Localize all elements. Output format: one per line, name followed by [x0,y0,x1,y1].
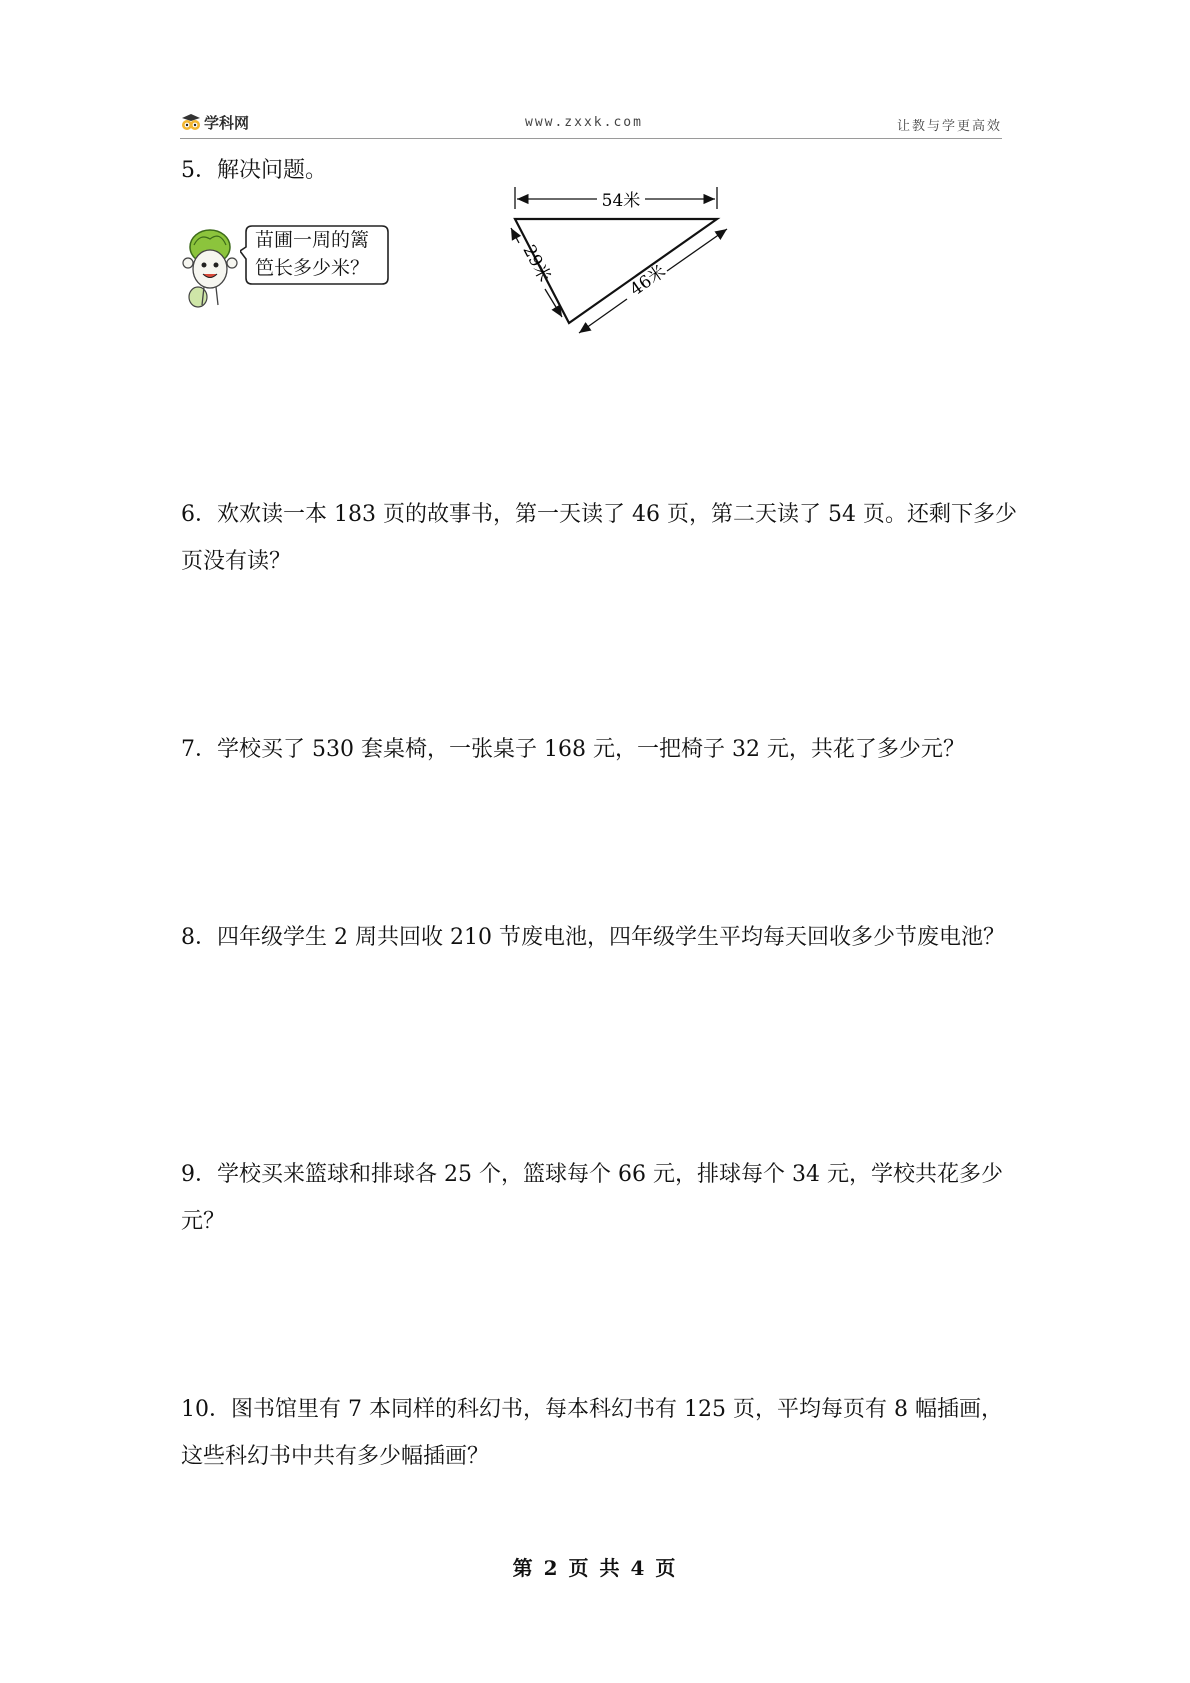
question-5-figure [180,185,780,355]
bubble-line-1: 苗圃一周的篱 [255,229,370,251]
cabbage-mascot-icon [180,225,240,310]
question-number: 9． [181,1162,217,1187]
question-number: 5． [181,158,217,183]
question-text: 解决问题。 [217,158,328,183]
logo-text: 学科网 [204,114,250,132]
question-number: 6． [181,502,217,527]
question-7 [181,726,1021,773]
question-8 [181,914,1021,961]
question-text: 欢欢读一本 183 页的故事书，第一天读了 46 页，第二天读了 54 页。还剩下多少页没有读？ [181,502,1017,574]
speech-bubble [255,226,369,282]
question-text: 四年级学生 2 周共回收 210 节废电池，四年级学生平均每天回收多少节废电池？ [217,925,1005,950]
bubble-line-2: 笆长多少米？ [255,257,370,279]
question-text: 图书馆里有 7 本同样的科幻书，每本科幻书有 125 页，平均每页有 8 幅插画，这些科幻书中共有多少幅插画？ [181,1397,1003,1469]
question-6 [181,491,1021,585]
question-9 [181,1151,1021,1245]
top-side-label: 54米 [601,191,641,211]
owl-logo-icon [180,113,202,133]
site-url: www.zxxk.com [525,115,643,130]
question-number: 10． [181,1397,231,1422]
question-text: 学校买来篮球和排球各 25 个，篮球每个 66 元，排球每个 34 元，学校共花多少元？ [181,1162,1003,1234]
question-number: 8． [181,925,217,950]
question-text: 学校买了 530 套桌椅，一张桌子 168 元，一把椅子 32 元，共花了多少元？ [217,737,965,762]
page-number: 第 2 页 共 4 页 [512,1556,678,1580]
question-10 [181,1386,1021,1480]
question-number: 7． [181,737,217,762]
left-side-label: 29米 [518,241,555,286]
site-slogan: 让教与学更高效 [896,119,1002,134]
triangle-diagram [505,185,775,355]
page-header [180,112,1002,139]
site-logo [180,112,249,133]
right-side-label: 46米 [626,261,670,301]
